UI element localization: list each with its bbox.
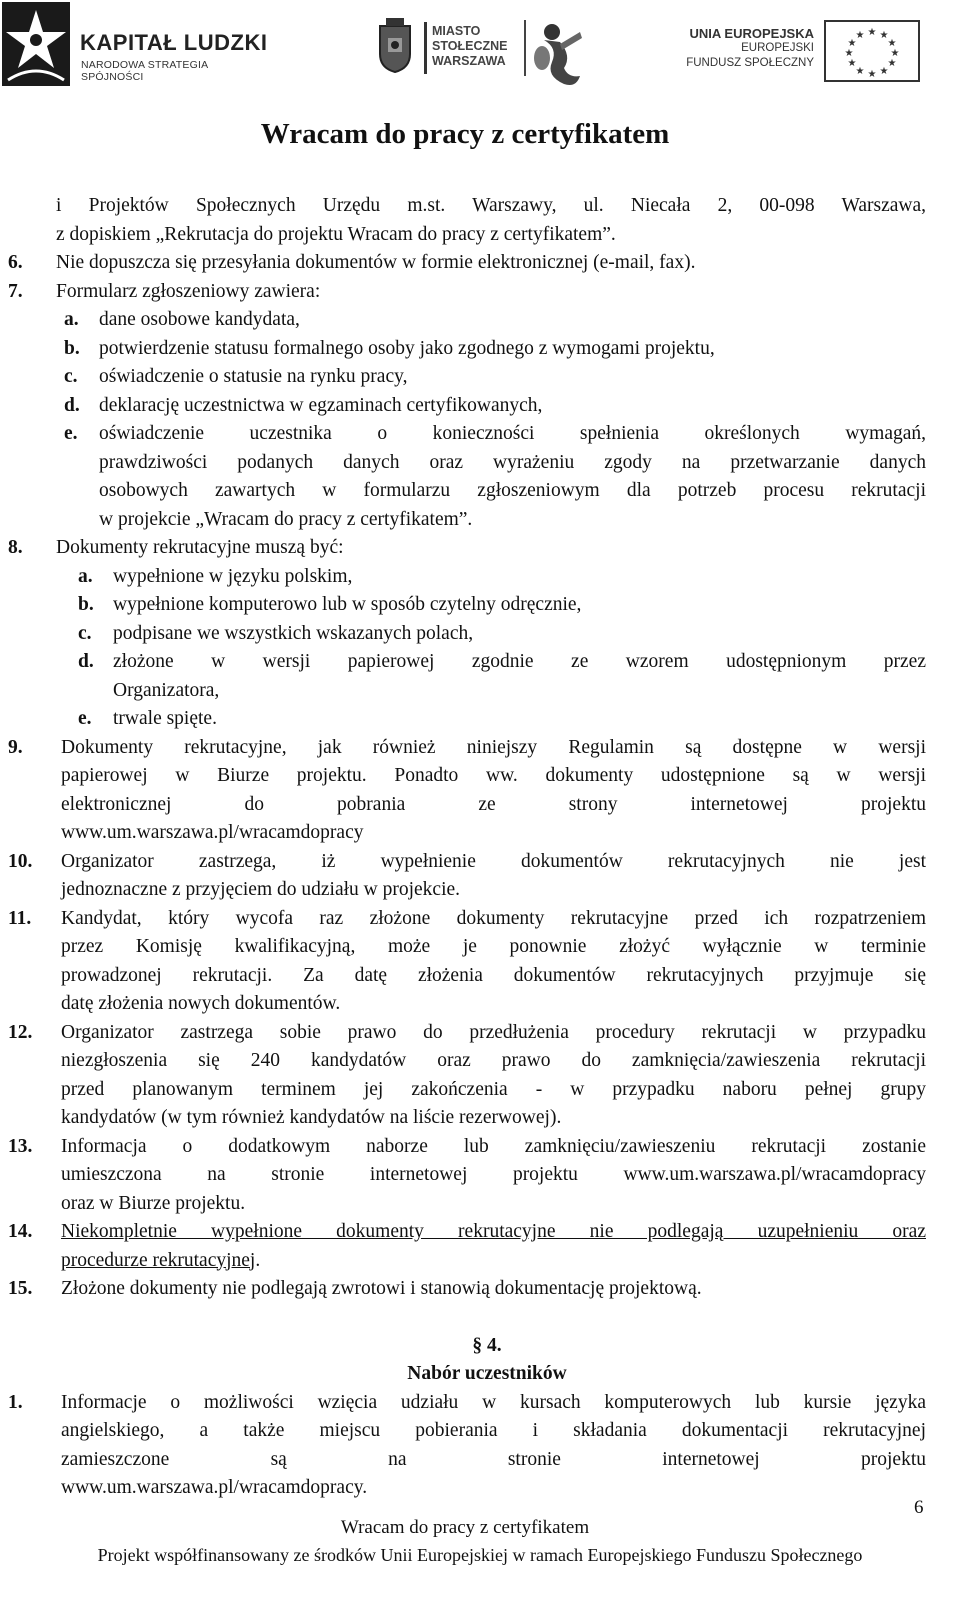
ue-logo — [686, 20, 926, 82]
list-item: 12. Organizator zastrzega sobie prawo do przedłużenia procedury rekrutacji w przypadku — [8, 1021, 926, 1043]
text-line: kandydatów (w tym również kandydatów na liście rezerwowej). — [61, 1107, 562, 1128]
text-line: papierowej w Biurze projektu. Ponadto ww. dokumenty udostępnione są w wersji — [61, 765, 926, 786]
text-line: z dopiskiem „Rekrutacja do projektu Wracam do pracy z certyfikatem”. — [56, 223, 616, 245]
list-item: 15. Złożone dokumenty nie podlegają zwrotowi i stanowią dokumentację projektową. — [8, 1278, 702, 1299]
svg-text:★: ★ — [879, 66, 889, 77]
text-line: jednoznaczne z przyjęciem do udziału w projekcie. — [61, 879, 461, 900]
kapital-ludzki-title: KAPITAŁ LUDZKI — [80, 30, 268, 55]
list-item: 8. Dokumenty rekrutacyjne muszą być: — [8, 537, 344, 558]
sub-list-item: e. trwale spięte. — [78, 708, 217, 729]
sub-list-item: b. wypełnione komputerowo lub w sposób czytelny odręcznie, — [78, 594, 582, 615]
section-heading: Nabór uczestników — [407, 1363, 567, 1384]
mermaid-icon — [530, 18, 586, 90]
logo-divider — [424, 22, 427, 74]
kapital-ludzki-star-icon — [2, 2, 70, 86]
sub-list-item: d. deklarację uczestnictwa w egzaminach certyfikowanych, — [64, 394, 543, 416]
sub-list-item: c. podpisane we wszystkich wskazanych polach, — [78, 622, 474, 644]
text-line: angielskiego, a także miejscu pobierania i składania dokumentacji rekrutacyjnej — [61, 1420, 926, 1441]
section-number: § 4. — [472, 1334, 502, 1356]
text-line: w projekcie „Wracam do pracy z certyfikatem”. — [99, 508, 473, 530]
sub-list-item: a. wypełnione w języku polskim, — [78, 565, 353, 587]
list-item: 11. Kandydat, który wycofa raz złożone dokumenty rekrutacyjne przed ich rozpatrzeniem — [8, 907, 926, 929]
ue-line-2: EUROPEJSKI — [741, 42, 814, 54]
warszawa-line-2: STOŁECZNE — [432, 39, 508, 53]
text-line: umieszczona na stronie internetowej projektu www.um.warszawa.pl/wracamdopracy — [61, 1164, 926, 1185]
text-line: oraz w Biurze projektu. — [61, 1192, 246, 1214]
sub-list-item: d. złożone w wersji papierowej zgodnie ze wzorem udostępnionym przez — [78, 651, 926, 672]
svg-text:★: ★ — [867, 27, 877, 38]
text-line: zamieszczone są na stronie internetowej projektu — [61, 1448, 926, 1470]
logo-divider — [524, 20, 526, 76]
text-line: Organizatora, — [113, 679, 220, 701]
eu-flag-icon — [824, 20, 920, 82]
svg-text:★: ★ — [867, 69, 877, 80]
svg-text:★: ★ — [855, 66, 865, 77]
svg-text:★: ★ — [879, 30, 889, 41]
footer-cofinance-note: Projekt współfinansowany ze środków Unii Europejskiej w ramach Europejskiego Funduszu Społecznego — [97, 1545, 863, 1565]
svg-text:★: ★ — [847, 38, 857, 49]
text-line: datę złożenia nowych dokumentów. — [61, 993, 341, 1014]
document-body — [0, 192, 960, 1503]
ue-title: UNIA EUROPEJSKA — [689, 26, 814, 41]
text-line: i Projektów Społecznych Urzędu m.st. Warszawy, ul. Niecała 2, 00-098 Warszawa, — [56, 195, 926, 216]
sub-list-item: a. dane osobowe kandydata, — [64, 309, 300, 330]
footer-project-name: Wracam do pracy z certyfikatem — [340, 1517, 590, 1538]
list-item: 14. Niekompletnie wypełnione dokumenty rekrutacyjne nie podlegają uzupełnieniu oraz — [8, 1221, 926, 1242]
text-line: procedurze rekrutacyjnej. — [61, 1249, 261, 1271]
warszawa-logo — [376, 18, 606, 90]
warszawa-line-3: WARSZAWA — [432, 54, 506, 68]
list-item: 10. Organizator zastrzega, iż wypełnienie dokumentów rekrutacyjnych nie jest — [8, 850, 926, 872]
svg-text:★: ★ — [847, 58, 857, 69]
svg-text:★: ★ — [887, 58, 897, 69]
svg-text:★: ★ — [890, 48, 900, 59]
warszawa-line-1: MIASTO — [432, 24, 481, 38]
spacer — [0, 1304, 960, 1332]
kapital-ludzki-logo — [2, 2, 272, 86]
kapital-ludzki-subtitle: NARODOWA STRATEGIA SPÓJNOŚCI — [81, 59, 208, 83]
sub-list-item: e. oświadczenie uczestnika o konieczności spełnienia określonych wymagań, — [64, 423, 926, 444]
list-item: 7. Formularz zgłoszeniowy zawiera: — [8, 280, 321, 302]
text-line: przed planowanym terminem jej zakończenia - w przypadku naboru pełnej grupy — [61, 1078, 926, 1100]
text-line: elektronicznej do pobrania ze strony internetowej projektu — [61, 793, 926, 815]
warsaw-crest-icon — [376, 18, 414, 74]
url-text: www.um.warszawa.pl/wracamdopracy — [61, 822, 364, 843]
text-line: niezgłoszenia się 240 kandydatów oraz prawo do zamknięcia/zawieszenia rekrutacji — [61, 1050, 926, 1071]
svg-text:★: ★ — [844, 48, 854, 59]
text-line: przez Komisję kwalifikacyjną, może je ponownie złożyć wyłącznie w terminie — [61, 936, 926, 957]
list-item: 1. Informacje o możliwości wzięcia udziału w kursach komputerowych lub kursie języka — [8, 1391, 926, 1413]
ue-line-3: FUNDUSZ SPOŁECZNY — [686, 57, 814, 69]
list-item: 6. Nie dopuszcza się przesyłania dokumentów w formie elektronicznej (e-mail, fax). — [8, 252, 696, 273]
sub-list-item: c. oświadczenie o statusie na rynku pracy, — [64, 366, 408, 387]
url-text: www.um.warszawa.pl/wracamdopracy. — [61, 1477, 368, 1498]
page-header — [0, 0, 960, 100]
document-title: Wracam do pracy z certyfikatem — [260, 118, 670, 150]
text-line: osobowych zawartych w formularzu zgłoszeniowym dla potrzeb procesu rekrutacji — [99, 480, 926, 501]
text-line: prowadzonej rekrutacji. Za datę złożenia dokumentów rekrutacyjnych przyjmuje się — [61, 964, 926, 986]
svg-text:★: ★ — [887, 38, 897, 49]
list-item: 13. Informacja o dodatkowym naborze lub zamknięciu/zawieszeniu rekrutacji zostanie — [8, 1135, 926, 1157]
page-number: 6 — [914, 1497, 924, 1518]
sub-list-item: b. potwierdzenie statusu formalnego osoby jako zgodnego z wymogami projektu, — [64, 337, 715, 359]
text-line: prawdziwości podanych danych oraz wyrażeniu zgody na przetwarzanie danych — [99, 451, 926, 473]
svg-text:★: ★ — [855, 30, 865, 41]
list-item: 9. Dokumenty rekrutacyjne, jak również niniejszy Regulamin są dostępne w wersji — [8, 736, 926, 758]
